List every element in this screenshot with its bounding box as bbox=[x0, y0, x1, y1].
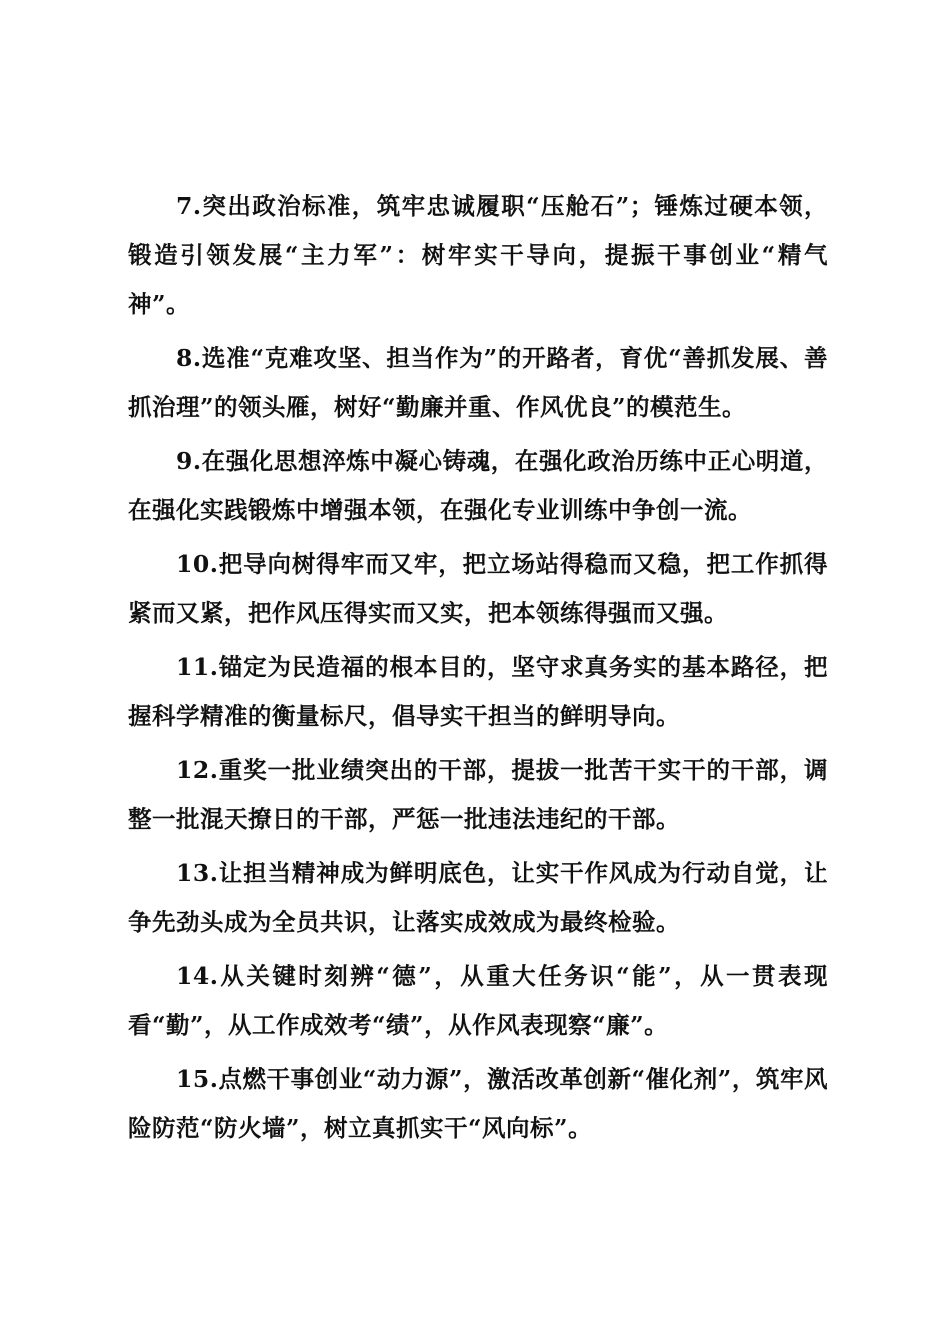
paragraph-15: 15.点燃干事创业“动力源”，激活改革创新“催化剂”，筑牢风险防范“防火墙”，树立真抓实干“风向标”。 bbox=[128, 1065, 828, 1142]
paragraph-9: 9.在强化思想淬炼中凝心铸魂，在强化政治历练中正心明道，在强化实践锻炼中增强本领，在强化专业训练中争创一流。 bbox=[128, 447, 828, 524]
paragraph-12: 12.重奖一批业绩突出的干部，提拔一批苦干实干的干部，调整一批混天撩日的干部，严惩一批违法违纪的干部。 bbox=[128, 756, 828, 833]
paragraph-8: 8.选准“克难攻坚、担当作为”的开路者，育优“善抓发展、善抓治理”的领头雁，树好“勤廉并重、作风优良”的模范生。 bbox=[128, 344, 828, 421]
paragraph-10: 10.把导向树得牢而又牢，把立场站得稳而又稳，把工作抓得紧而又紧，把作风压得实而又实，把本领练得强而又强。 bbox=[128, 550, 828, 627]
paragraph-14: 14.从关键时刻辨“德”，从重大任务识“能”，从一贯表现看“勤”，从工作成效考“绩”，从作风表现察“廉”。 bbox=[128, 962, 828, 1039]
paragraph-11: 11.锚定为民造福的根本目的，坚守求真务实的基本路径，把握科学精准的衡量标尺，倡导实干担当的鲜明导向。 bbox=[128, 653, 828, 730]
paragraph-7: 7.突出政治标准，筑牢忠诚履职“压舱石”；锤炼过硬本领，锻造引领发展“主力军”：树牢实干导向，提振干事创业“精气神”。 bbox=[128, 192, 828, 318]
document-body bbox=[128, 182, 828, 1158]
paragraph-13: 13.让担当精神成为鲜明底色，让实干作风成为行动自觉，让争先劲头成为全员共识，让落实成效成为最终检验。 bbox=[128, 859, 828, 936]
